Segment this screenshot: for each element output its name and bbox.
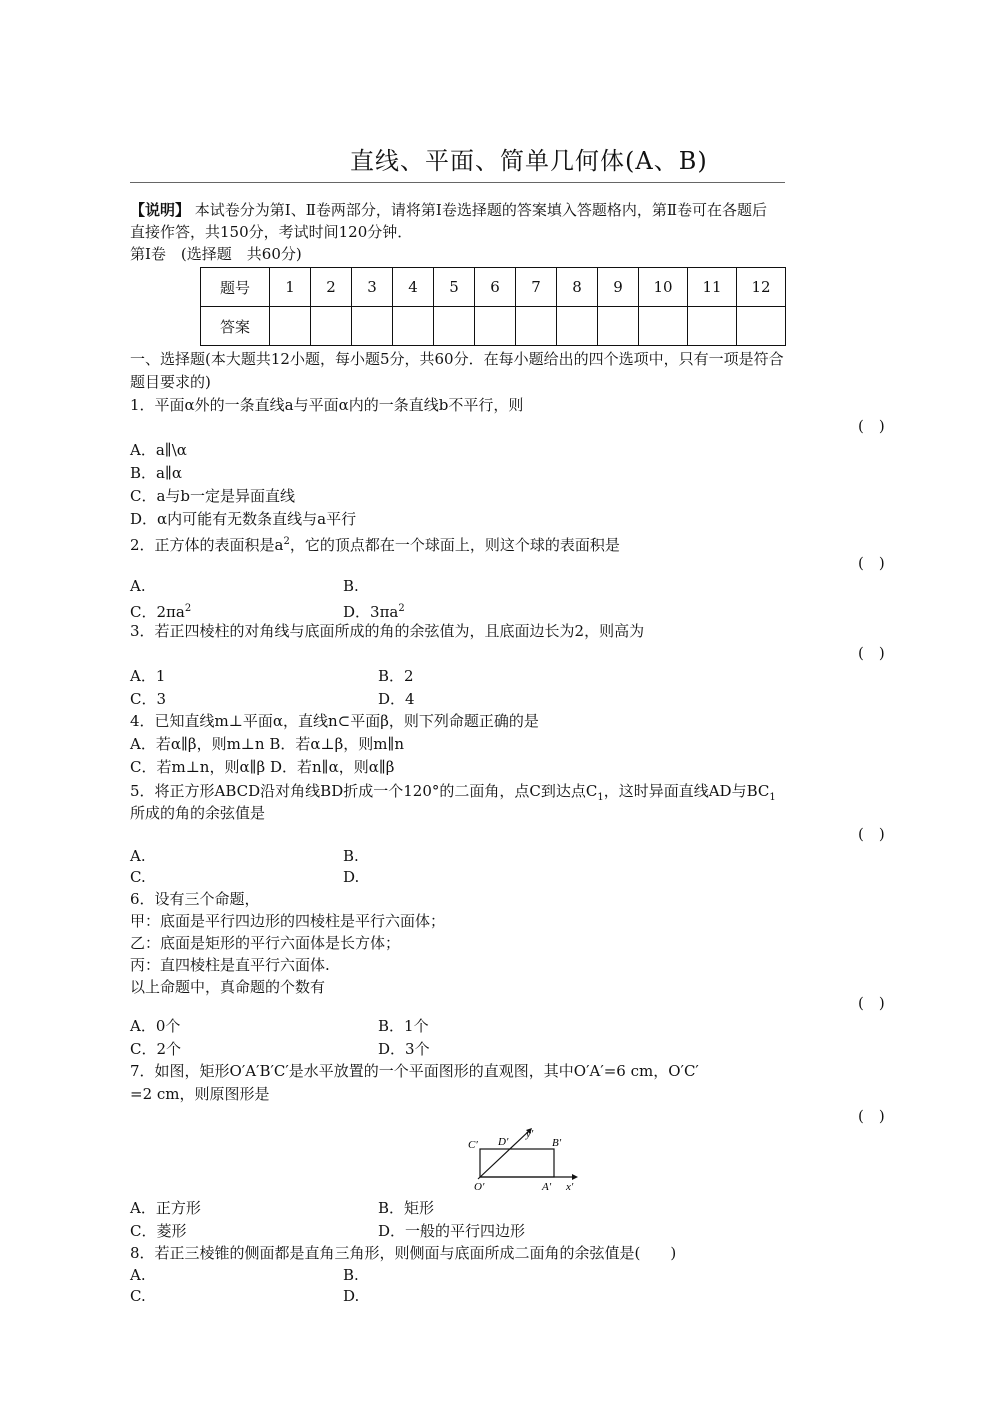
answer-cell[interactable] [352, 307, 393, 346]
q5-answer-paren: ( ) [858, 825, 885, 843]
label-b: B′ [552, 1137, 562, 1149]
q5-option-b: B. [343, 847, 359, 865]
label-x: x′ [566, 1181, 574, 1193]
q8-option-d: D. [343, 1287, 360, 1305]
q8-option-b: B. [343, 1266, 359, 1284]
q3-option-a: A．1 [130, 667, 166, 685]
table-number-cell: 10 [639, 268, 688, 307]
q6-proposition-yi: 乙：底面是矩形的平行六面体是长方体； [130, 934, 401, 952]
q4-stem: 4．已知直线m⊥平面α，直线n⊂平面β，则下列命题正确的是 [130, 712, 539, 730]
q5-option-a: A. [130, 847, 146, 865]
q6-option-d: D．3个 [378, 1040, 430, 1058]
title-rule [130, 182, 785, 183]
answer-table-answer-row [201, 307, 786, 346]
q2-option-c [130, 598, 191, 623]
q1-stem: 1．平面α外的一条直线a与平面α内的一条直线b不平行，则 [130, 396, 524, 414]
section1-line-2: 题目要求的) [130, 373, 211, 391]
rectangle-oabc [480, 1149, 554, 1177]
answer-cell[interactable] [557, 307, 598, 346]
q1-option-b: B．a∥α [130, 464, 183, 482]
table-number-cell: 5 [434, 268, 475, 307]
part1-heading: 第Ⅰ卷 (选择题 共60分) [130, 245, 302, 263]
table-row-label: 答案 [201, 307, 270, 346]
q2-option-c-text: C．2πa [130, 603, 185, 621]
answer-cell[interactable] [688, 307, 737, 346]
q1-option-d: D．α内可能有无数条直线与a平行 [130, 510, 357, 528]
table-number-cell: 4 [393, 268, 434, 307]
q2-answer-paren: ( ) [858, 554, 885, 572]
q6-option-a: A．0个 [130, 1017, 181, 1035]
q7-option-c: C．菱形 [130, 1222, 187, 1240]
answer-cell[interactable] [516, 307, 557, 346]
q7-option-b: B．矩形 [378, 1199, 435, 1217]
q6-option-b: B．1个 [378, 1017, 429, 1035]
q2-stem-pre: 2．正方体的表面积是a [130, 536, 284, 554]
q2-stem [130, 531, 620, 556]
table-number-cell: 7 [516, 268, 557, 307]
q5-option-d: D. [343, 868, 360, 886]
note-text-1: 本试卷分为第Ⅰ、Ⅱ卷两部分，请将第Ⅰ卷选择题的答案填入答题格内，第Ⅱ卷可在各题后 [194, 201, 768, 219]
answer-cell[interactable] [737, 307, 786, 346]
q2-option-a: A. [130, 577, 146, 595]
answer-table [200, 267, 786, 346]
table-number-cell: 1 [270, 268, 311, 307]
q6-proposition-bing: 丙：直四棱柱是直平行六面体. [130, 956, 330, 974]
q5-stem-line-2: 所成的角的余弦值是 [130, 804, 266, 822]
q2-stem-sup: 2 [283, 536, 290, 547]
q3-answer-paren: ( ) [858, 644, 885, 662]
x-axis-arrowhead [572, 1174, 578, 1180]
answer-cell[interactable] [393, 307, 434, 346]
answer-table-header-row [201, 268, 786, 307]
note-line-1 [130, 200, 767, 221]
q7-stem-line-2: =2 cm，则原图形是 [130, 1085, 270, 1103]
answer-cell[interactable] [475, 307, 516, 346]
table-number-cell: 3 [352, 268, 393, 307]
q7-option-a: A．正方形 [130, 1199, 201, 1217]
note-line-2: 直接作答，共150分，考试时间120分钟． [130, 223, 413, 241]
q5-stem-sub-2: 1 [769, 792, 776, 803]
table-number-cell: 9 [598, 268, 639, 307]
q3-stem: 3．若正四棱柱的对角线与底面所成的角的余弦值为，且底面边长为2，则高为 [130, 622, 645, 640]
q7-option-d: D．一般的平行四边形 [378, 1222, 526, 1240]
q2-option-c-sup: 2 [184, 603, 192, 614]
q4-options-cd: C．若m⊥n，则α∥β D．若n∥α，则α∥β [130, 758, 395, 776]
answer-cell[interactable] [598, 307, 639, 346]
q5-stem-mid: ，这时异面直线AD与BC [603, 782, 770, 800]
answer-cell[interactable] [434, 307, 475, 346]
q3-option-b: B．2 [378, 667, 414, 685]
q5-stem-pre: 5．将正方形ABCD沿对角线BD折成一个120°的二面角，点C到达点C [130, 782, 598, 800]
page-title: 直线、平面、简单几何体(A、B) [350, 147, 708, 175]
q2-stem-post: ，它的顶点都在一个球面上，则这个球的表面积是 [289, 536, 620, 554]
answer-cell[interactable] [639, 307, 688, 346]
q7-intuitive-diagram [460, 1124, 590, 1196]
q6-option-c: C．2个 [130, 1040, 182, 1058]
q3-option-d: D．4 [378, 690, 415, 708]
q2-option-d-sup: 2 [398, 603, 405, 614]
table-row-label: 题号 [201, 268, 270, 307]
q2-option-d [343, 598, 405, 623]
q1-option-c: C．a与b一定是异面直线 [130, 487, 296, 505]
table-number-cell: 11 [688, 268, 737, 307]
q6-stem: 6．设有三个命题， [130, 890, 260, 908]
table-number-cell: 2 [311, 268, 352, 307]
answer-cell[interactable] [270, 307, 311, 346]
note-label: 【说明】 [130, 201, 191, 219]
label-c: C′ [468, 1139, 478, 1151]
q1-option-a: A．a∥\α [130, 441, 187, 459]
q7-stem-line-1: 7．如图，矩形O′A′B′C′是水平放置的一个平面图形的直观图，其中O′A′=6 cm，O′C′ [130, 1062, 699, 1080]
q2-option-b: B. [343, 577, 359, 595]
label-y: y′ [526, 1128, 534, 1140]
q1-answer-paren: ( ) [858, 417, 885, 435]
q6-question: 以上命题中，真命题的个数有 [130, 978, 326, 996]
q6-answer-paren: ( ) [858, 994, 885, 1012]
q8-option-a: A. [130, 1266, 146, 1284]
label-d: D′ [498, 1136, 509, 1148]
q5-stem-sub: 1 [597, 792, 604, 803]
q8-option-c: C. [130, 1287, 146, 1305]
q7-answer-paren: ( ) [858, 1107, 885, 1125]
table-number-cell: 6 [475, 268, 516, 307]
q8-stem: 8．若正三棱锥的侧面都是直角三角形，则侧面与底面所成二面角的余弦值是( ) [130, 1244, 677, 1262]
section1-line-1: 一、选择题(本大题共12小题，每小题5分，共60分．在每小题给出的四个选项中，只有一项是符合 [130, 350, 784, 368]
q3-option-c: C．3 [130, 690, 167, 708]
answer-cell[interactable] [311, 307, 352, 346]
q4-options-ab: A．若α∥β，则m⊥n B．若α⊥β，则m∥n [130, 735, 405, 753]
label-a: A′ [542, 1181, 552, 1193]
q6-proposition-jia: 甲：底面是平行四边形的四棱柱是平行六面体； [130, 912, 446, 930]
table-number-cell: 12 [737, 268, 786, 307]
label-o: O′ [474, 1181, 485, 1193]
q5-option-c: C. [130, 868, 146, 886]
q2-option-d-text: D．3πa [343, 603, 399, 621]
table-number-cell: 8 [557, 268, 598, 307]
